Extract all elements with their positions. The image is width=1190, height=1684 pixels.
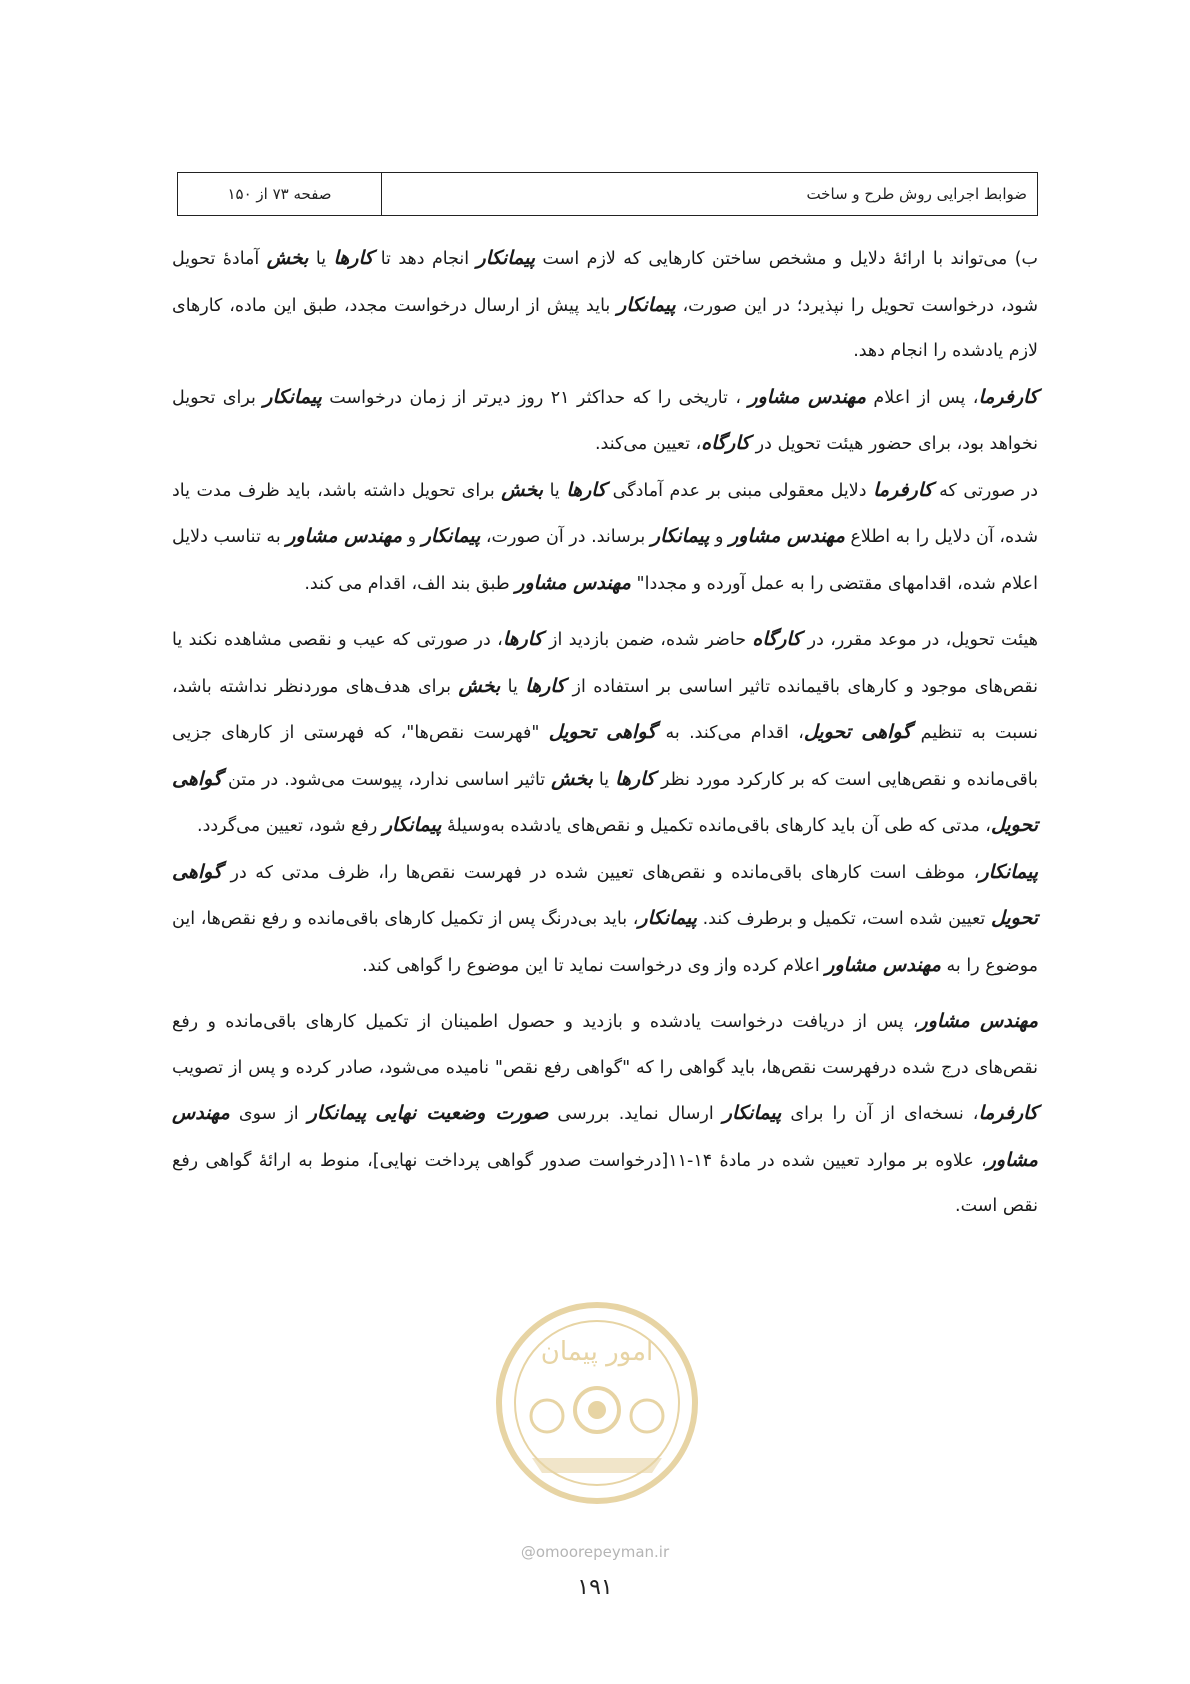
defined-term: بخش <box>551 767 593 790</box>
defined-term: پیمانکار <box>263 385 322 408</box>
text-run: برای تحویل داشته باشد، باید ظرف مدت یاد شده، آن دلایل را به اطلاع <box>172 480 1039 547</box>
defined-term: کارها <box>615 767 655 790</box>
paragraph-consultant-certificate <box>172 999 1038 1230</box>
paragraph-objection <box>172 468 1038 608</box>
text-run: در صورتی که <box>932 480 1038 501</box>
text-run: یا <box>308 249 334 269</box>
text-run: طبق بند الف، اقدام می کند. <box>304 573 516 594</box>
defined-term: کارفرما <box>978 1102 1038 1124</box>
text-run: برای تحویل نخواهد بود، برای حضور هیئت تحویل در <box>172 387 1038 454</box>
defined-term: پیمانکار <box>307 1102 367 1124</box>
text-run: ، پس از دریافت درخواست یادشده و بازدید و حصول اطمینان از تکمیل کارهای باقی‌مانده و رفع نقص‌های درج شده درفهرست نقص‌ها، باید گواهی را که "گواهی رفع نقص" نامیده می‌شود، صادر کرده و پس از تصویب <box>172 1012 1038 1078</box>
defined-term: مهندس مشاور <box>286 525 403 547</box>
defined-term: پیمانکار <box>617 293 676 316</box>
watermark-site: @omoorepeyman.ir <box>520 1543 670 1561</box>
text-run: ، در صورتی که عیب و نقصی مشاهده نکند یا نقص‌های موجود و کارهای باقیمانده تاثیر اساسی بر استفاده از <box>172 630 1039 697</box>
defined-term: پیمانکار <box>638 907 697 929</box>
text-run: تعیین شده است، تکمیل و برطرف کند. <box>696 909 991 929</box>
defined-term: بخش <box>458 674 501 697</box>
text-run: ، تعیین می‌کند. <box>594 434 702 454</box>
text-run: دلایل معقولی مبنی بر عدم آمادگی <box>606 480 874 501</box>
page-number: ۱۹۱ <box>577 1575 613 1600</box>
text-run: حاضر شده، ضمن بازدید از <box>542 630 753 650</box>
defined-term: کارها <box>566 478 607 501</box>
defined-term: پیمانکار <box>476 247 536 269</box>
defined-term: گواهی تحویل <box>548 721 657 743</box>
defined-term: پیمانکار <box>722 1102 782 1124</box>
text-run: آمادۀ تحویل شود، درخواست تحویل را نپذیرد؛ در این صورت، <box>172 249 1039 316</box>
defined-term: بخش <box>266 247 309 269</box>
defined-term: مهندس مشاور <box>172 1102 1038 1171</box>
defined-term: کارها <box>333 247 374 269</box>
text-run: برساند. در آن صورت، <box>480 527 651 547</box>
defined-term: پیمانکار <box>979 860 1038 883</box>
page-header <box>177 172 1038 216</box>
defined-term: پیمانکار <box>382 814 442 836</box>
defined-term: کارگاه <box>701 432 751 454</box>
text-run: ، باید بی‌درنگ پس از تکمیل کارهای باقی‌مانده و رفع نقص‌ها، این موضوع را به <box>172 909 1038 976</box>
defined-term: کارفرما <box>978 385 1039 408</box>
defined-term: مهندس مشاور <box>918 1010 1039 1032</box>
document-title: ضوابط اجرایی روش طرح و ساخت <box>381 173 1037 215</box>
watermark-logo-text: امور پیمان <box>540 1337 654 1367</box>
watermark-logo <box>492 1298 702 1508</box>
text-run: یا <box>500 676 526 697</box>
text-run: یا <box>543 480 567 501</box>
paragraph-contractor-duty <box>172 850 1038 990</box>
paragraph-b <box>172 236 1038 375</box>
defined-term: مهندس مشاور <box>748 385 866 408</box>
text-run: ، موظف است کارهای باقی‌مانده و نقص‌های تعیین شده در فهرست نقص‌ها را، ظرف مدتی که در <box>222 862 980 883</box>
defined-term: گواهی تحویل <box>803 721 912 743</box>
text-run: ، نسخه‌ای از آن را برای <box>781 1104 979 1124</box>
text-run: ارسال نماید. بررسی <box>548 1104 723 1124</box>
paragraph-employer <box>172 375 1038 468</box>
text-run: و <box>709 527 730 547</box>
text-run: ، مدتی که طی آن باید کارهای باقی‌مانده تکمیل و نقص‌های یادشده به‌وسیلۀ <box>441 816 991 836</box>
defined-term: گواهی تحویل <box>172 860 1038 929</box>
defined-term: گواهی تحویل <box>172 767 1038 836</box>
text-run: ب) می‌تواند با ارائۀ دلایل و مشخص ساختن کارهایی که لازم است <box>535 249 1038 269</box>
defined-term: مهندس مشاور <box>825 953 941 976</box>
defined-term: کارها <box>502 628 543 650</box>
page-indicator: صفحه ۷۳ از ۱۵۰ <box>227 185 332 203</box>
text-run: اعلام کرده واز وی درخواست نماید تا این موضوع را گواهی کند. <box>362 955 826 976</box>
body-text <box>172 236 1038 1230</box>
text-run: باید پیش از ارسال درخواست مجدد، طبق این ماده، کارهای لازم یادشده را انجام دهد. <box>172 295 1038 361</box>
text-run: برای هدف‌های موردنظر نداشته باشد، نسبت به تنظیم <box>172 676 1038 743</box>
defined-term: پیمانکار <box>650 525 710 547</box>
text-run: و <box>402 527 422 547</box>
text-run: ، پس از اعلام <box>866 387 979 408</box>
text-run: تاثیر اساسی ندارد، پیوست می‌شود. در متن <box>222 769 552 790</box>
defined-term: پیمانکار <box>421 525 481 547</box>
text-run: به تناسب دلایل اعلام شده، اقدامهای مقتضی را به عمل آورده و مجددا" <box>172 527 1038 594</box>
defined-term: بخش <box>501 478 544 501</box>
text-run: رفع شود، تعیین می‌گردد. <box>197 816 383 836</box>
text-run: انجام دهد تا <box>373 249 477 269</box>
text-run: یا <box>592 769 616 790</box>
defined-term: صورت وضعیت نهایی <box>375 1102 549 1124</box>
text-run: ، اقدام می‌کند. به <box>656 723 804 743</box>
text-run: "فهرست نقص‌ها"، که فهرستی از کارهای جزیی باقی‌مانده و نقص‌هایی است که بر کارکرد مورد نظر <box>172 723 1039 790</box>
text-run: ، علاوه بر موارد تعیین شده در مادۀ ۱۴-۱۱[درخواست صدور گواهی پرداخت نهایی]، منوط به ارائۀ گواهی رفع نقص است. <box>172 1150 1038 1216</box>
defined-term: کارفرما <box>873 478 933 501</box>
defined-term: کارها <box>525 674 566 697</box>
paragraph-delivery-board <box>172 617 1038 850</box>
text-run <box>366 1104 375 1124</box>
defined-term: کارگاه <box>752 628 802 650</box>
text-run: ، تاریخی را که حداکثر ۲۱ روز دیرتر از زمان درخواست <box>321 387 749 408</box>
text-run: از سوی <box>229 1104 308 1124</box>
text-run: هیئت تحویل، در موعد مقرر، در <box>801 630 1039 650</box>
defined-term: مهندس مشاور <box>729 525 845 547</box>
defined-term: مهندس مشاور <box>515 571 631 594</box>
